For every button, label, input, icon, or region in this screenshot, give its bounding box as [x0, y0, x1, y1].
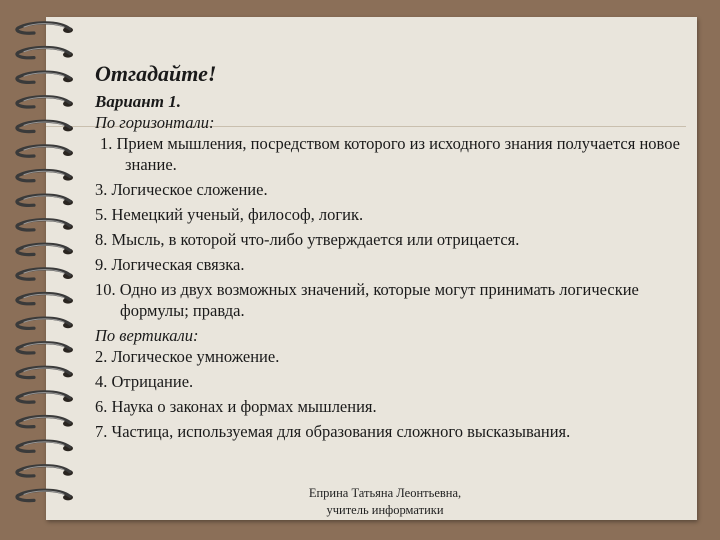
spiral-ring — [17, 466, 73, 476]
spiral-ring — [17, 47, 73, 57]
spiral-ring — [17, 367, 73, 377]
clue-item: 1. Прием мышления, посредством которого из исходного знания получается новое знание. — [100, 134, 680, 174]
clue-item: 6. Наука о законах и формах мышления. — [95, 397, 377, 416]
spiral-binding — [0, 0, 90, 540]
spiral-ring — [17, 441, 73, 451]
clue-item: 2. Логическое умножение. — [95, 347, 280, 366]
vertical-heading: По вертикали: — [95, 326, 199, 345]
spiral-ring — [17, 318, 73, 328]
author-role: учитель информатики — [326, 503, 444, 517]
spiral-ring — [17, 195, 73, 205]
spiral-ring — [17, 416, 73, 426]
clue-item: 3. Логическое сложение. — [95, 180, 268, 199]
spiral-ring — [17, 121, 73, 131]
spiral-ring — [17, 23, 73, 33]
slide-content — [95, 60, 685, 446]
spiral-ring — [17, 293, 73, 303]
spiral-ring — [17, 490, 73, 500]
clue-item: 5. Немецкий ученый, философ, логик. — [95, 205, 364, 224]
clue-item: 8. Мысль, в которой что-либо утверждается или отрицается. — [95, 230, 520, 249]
spiral-ring — [17, 97, 73, 107]
clue-item: 4. Отрицание. — [95, 372, 194, 391]
horizontal-heading: По горизонтали: — [95, 113, 215, 132]
spiral-ring — [17, 343, 73, 353]
spiral-ring — [17, 269, 73, 279]
clue-item: 9. Логическая связка. — [95, 255, 245, 274]
author-footer — [280, 485, 490, 519]
slide-title: Отгадайте! — [95, 61, 217, 86]
clue-item: 10. Одно из двух возможных значений, которые могут принимать логические формулы; правда. — [95, 280, 639, 320]
spiral-ring — [17, 392, 73, 402]
spiral-ring — [17, 146, 73, 156]
spiral-ring — [17, 244, 73, 254]
variant-label: Вариант 1. — [95, 92, 181, 111]
clue-item: 7. Частица, используемая для образования сложного высказывания. — [95, 422, 571, 441]
spiral-ring — [17, 72, 73, 82]
spiral-ring — [17, 220, 73, 230]
spiral-ring — [17, 170, 73, 180]
author-name: Еприна Татьяна Леонтьевна, — [308, 486, 462, 500]
